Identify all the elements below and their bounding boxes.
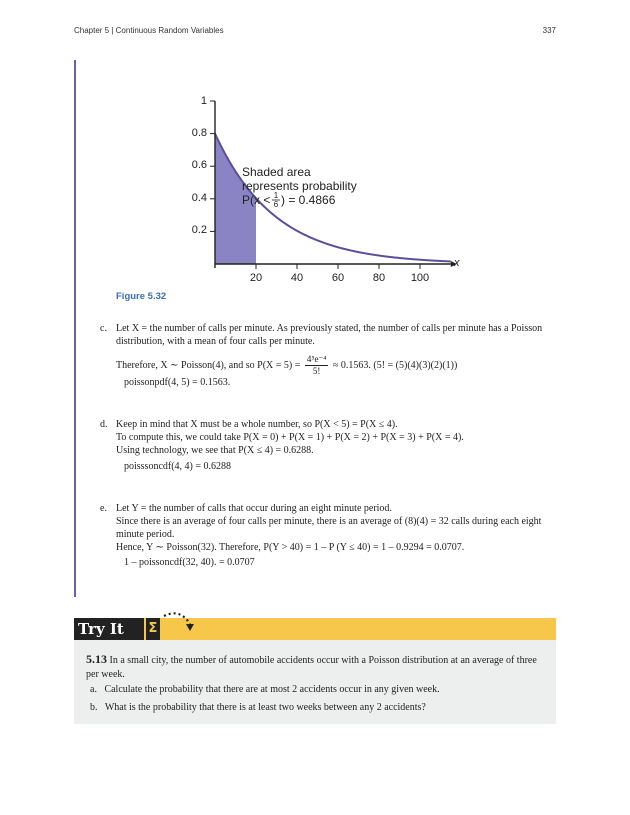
x-tick-label: 40 [290,272,304,284]
dotted-arrow-icon [162,610,198,638]
text-line: To compute this, we could take P(X = 0) + P(X = 1) + P(X = 2) + P(X = 3) + P(X = 4). [116,432,464,443]
item-text: What is the probability that there is at least two weeks between any 2 accidents? [104,702,426,713]
item-label: a. [90,684,97,695]
text-line: Since there is an average of four calls per minute, there is an average of (8)(4) = 32 calls during each eight [116,516,542,527]
text-line: Let X = the number of calls per minute. As previously stated, the number of calls per minute has a Poisson [116,323,543,334]
text-line: Let Y = the number of calls that occur during an eight minute period. [116,503,392,514]
item-label: e. [100,503,107,514]
text-line: Using technology, we see that P(X ≤ 4) = 0.6288. [116,445,314,456]
text-line: Hence, Y ∼ Poisson(32). Therefore, P(Y > 40) = 1 – P (Y ≤ 40) = 1 – 0.9294 = 0.0707. [116,542,465,553]
y-tick-label: 0.8 [191,127,207,139]
question-text: week. [101,669,125,680]
therefore-line [116,354,550,377]
running-header-chapter: Chapter 5 | Continuous Random Variables [74,26,224,35]
solution-item-e [100,502,550,554]
annotation-prob-prefix: P(x < [242,193,271,207]
page-number: 337 [542,26,556,35]
exercise-number: 5.13 [86,652,107,666]
x-tick-label: 20 [249,272,263,284]
try-it-item-a [90,684,440,695]
therefore-post: ≈ 0.1563. (5! = (5)(4)(3)(2)(1)) [332,359,458,371]
y-tick-label: 1 [200,95,207,107]
x-tick-label: 60 [331,272,345,284]
try-it-question [86,652,546,682]
question-text: In a small city, the number of automobile accidents occur with a Poisson distribution at an average of three per [86,655,537,680]
annotation-line-1: Shaded area [242,165,311,179]
exponential-chart [185,88,475,288]
x-tick-label: 80 [372,272,386,284]
figure-caption: Figure 5.32 [116,291,167,302]
annotation-line-2: represents probability [242,179,357,193]
try-it-box [74,640,556,724]
item-text [116,418,550,457]
calculator-command: poissonpdf(4, 5) = 0.1563. [124,377,231,388]
item-label: c. [100,323,107,334]
example-accent-bar [74,60,76,597]
annotation-prob-suffix: ) = 0.4866 [281,193,336,207]
sigma-icon: Σ [146,618,160,640]
calculator-command: poisssoncdf(4, 4) = 0.6288 [124,461,232,472]
item-label: d. [100,419,108,430]
text-line: Keep in mind that X must be a whole number, so P(X < 5) = P(X ≤ 4). [116,419,398,430]
item-text [116,322,550,377]
try-it-label: Try It [74,618,144,640]
fraction-denominator: 5! [312,366,321,376]
x-tick-label: 100 [410,272,430,284]
y-tick-label: 0.2 [191,224,207,236]
y-tick-label: 0.4 [191,192,207,204]
solution-item-c [100,322,550,377]
solution-item-d [100,418,550,457]
calculator-command: 1 – poissoncdf(32, 40). = 0.0707 [124,557,255,568]
therefore-pre: Therefore, X ∼ Poisson(4), and so P(X = 5) = [116,359,301,371]
text-line: distribution, with a mean of four calls per minute. [116,336,315,347]
try-it-banner [74,618,556,640]
poisson-fraction [305,354,329,377]
item-text [116,502,550,554]
try-it-item-b [90,702,426,713]
x-axis-label: x [454,257,460,269]
item-label: b. [90,702,98,713]
y-tick-label: 0.6 [191,159,207,171]
fraction-numerator: 4⁵e⁻⁴ [306,354,327,364]
text-line: minute period. [116,529,175,540]
annotation-frac-den: 6 [273,200,279,209]
annotation-frac-num: 1 [273,191,279,200]
item-text: Calculate the probability that there are at most 2 accidents occur in any given week. [104,684,440,695]
